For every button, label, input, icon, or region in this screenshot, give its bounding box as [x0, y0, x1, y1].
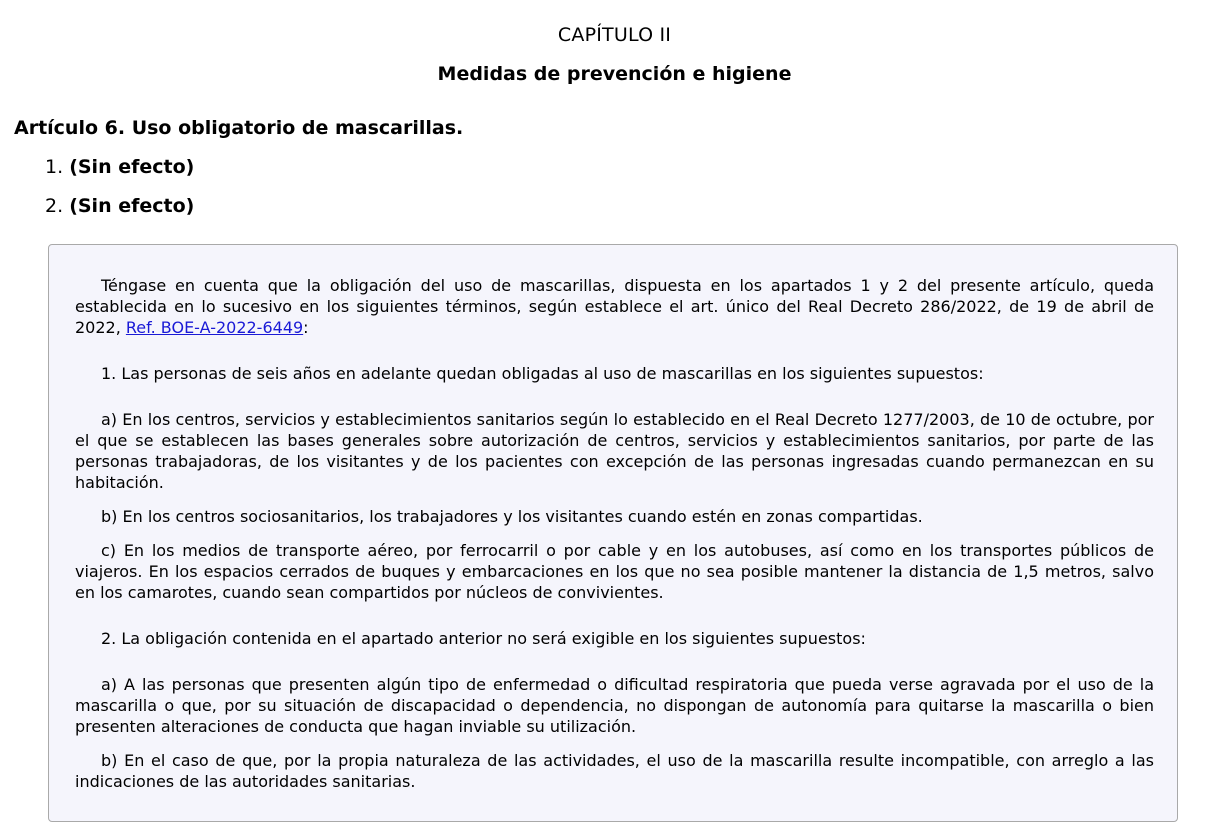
article-item-text: (Sin efecto): [69, 156, 195, 178]
article-item-number: 2.: [45, 195, 64, 217]
chapter-title: Medidas de prevención e higiene: [437, 63, 792, 85]
note-intro-colon: :: [303, 318, 309, 337]
note-intro-text: Téngase en cuenta que la obligación del uso de mascarillas, dispuesta en los apartados 1 y 2 del presente artículo, queda establecida en lo sucesivo en los siguientes términos, según establece el art. único del Real Decreto 286/2022, de 19 de abril de 2022,: [75, 276, 1154, 337]
note-box: [48, 244, 1178, 822]
article-item-text: (Sin efecto): [69, 195, 195, 217]
article-item-number: 1.: [45, 156, 64, 178]
section1-item-a: a) En los centros, servicios y establecimientos sanitarios según lo establecido en el Real Decreto 1277/2003, de 10 de octubre, por el que se establecen las bases generales sobre autorización de centros, servicios y establecimientos sanitarios, por parte de las personas trabajadoras, de los visitantes y de los pacientes con excepción de las personas ingresadas cuando permanezcan en su habitación.: [75, 410, 1154, 492]
section2-heading: 2. La obligación contenida en el apartado anterior no será exigible en los siguientes supuestos:: [101, 629, 866, 648]
article-title: Artículo 6. Uso obligatorio de mascarillas.: [14, 117, 464, 139]
note-intro: [75, 275, 1154, 338]
article-item-2: [45, 195, 194, 217]
section2-item-b: b) En el caso de que, por la propia naturaleza de las actividades, el uso de la mascarilla resulte incompatible, con arreglo a las indicaciones de las autoridades sanitarias.: [75, 751, 1154, 791]
chapter-number: CAPÍTULO II: [557, 24, 672, 46]
section1-item-b: b) En los centros sociosanitarios, los trabajadores y los visitantes cuando estén en zonas compartidas.: [101, 507, 923, 526]
section1-heading: 1. Las personas de seis años en adelante quedan obligadas al uso de mascarillas en los siguientes supuestos:: [101, 364, 984, 383]
article-item-1: [45, 156, 194, 178]
section2-item-a: a) A las personas que presenten algún tipo de enfermedad o dificultad respiratoria que pueda verse agravada por el uso de la mascarilla o que, por su situación de discapacidad o dependencia, no dispongan de autonomía para quitarse la mascarilla o bien presenten alteraciones de conducta que hagan inviable su utilización.: [75, 675, 1154, 736]
boe-reference-link[interactable]: Ref. BOE-A-2022-6449: [125, 318, 304, 337]
note-content: [75, 275, 1154, 792]
section1-item-c: c) En los medios de transporte aéreo, por ferrocarril o por cable y en los autobuses, así como en los transportes públicos de viajeros. En los espacios cerrados de buques y embarcaciones en los que no sea posible mantener la distancia de 1,5 metros, salvo en los camarotes, cuando sean compartidos por núcleos de convivientes.: [75, 541, 1154, 602]
